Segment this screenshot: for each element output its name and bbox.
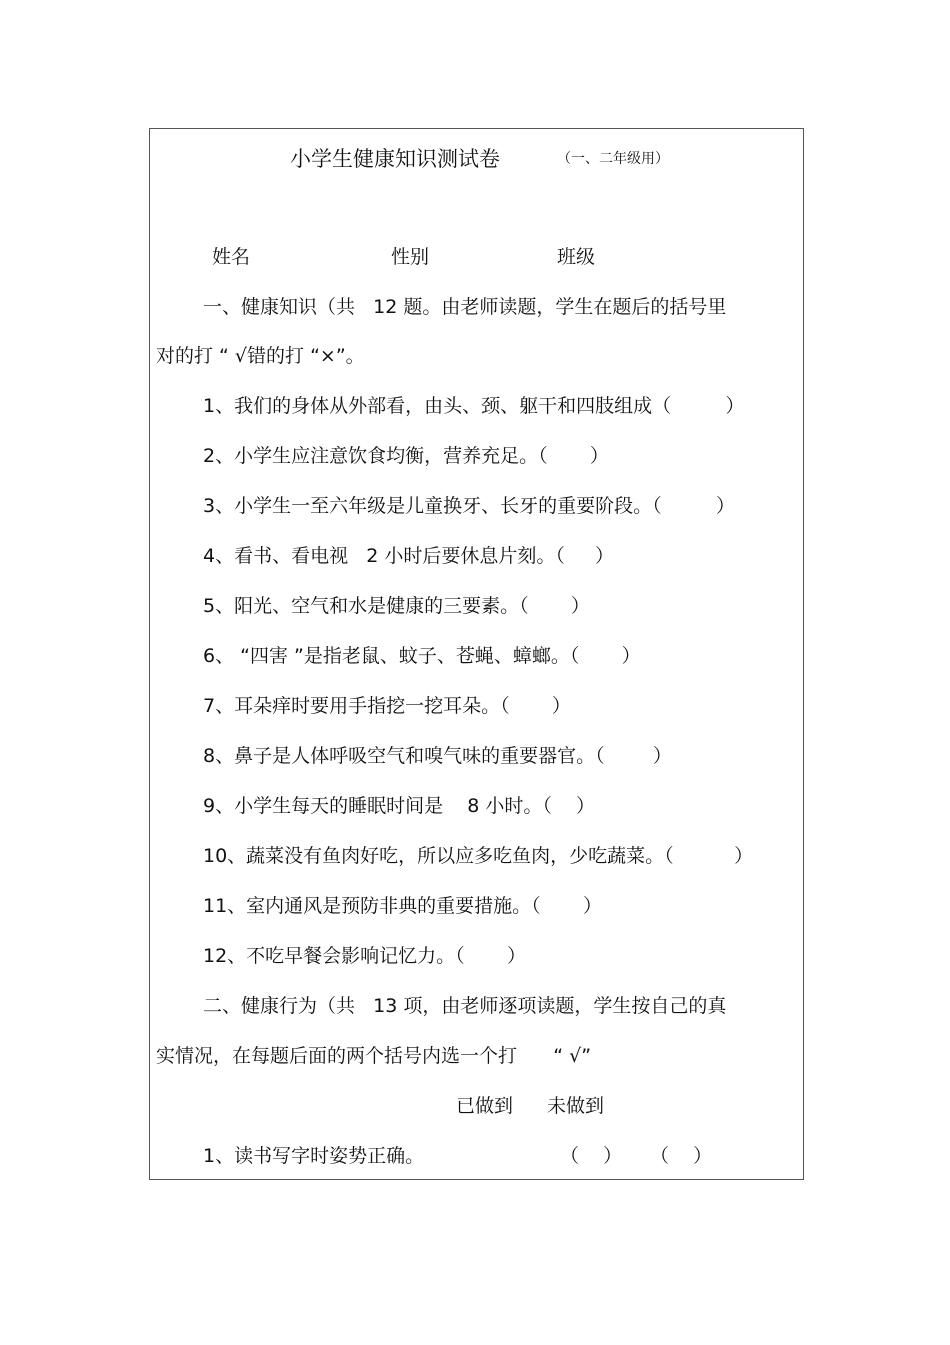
section1-heading: 一、健康知识（共 12 题。由老师读题，学生在题后的括号里 [203, 296, 727, 318]
section2-instruction: 实情况，在每题后面的两个括号内选一个打 “ √” [156, 1045, 592, 1067]
answer-box-done[interactable]: （ ） [560, 1145, 623, 1167]
question-item: 8、鼻子是人体呼吸空气和嗅气味的重要器官。（ ） [203, 745, 672, 767]
column-not-done: 未做到 [547, 1095, 605, 1117]
grade-note: （一、二年级用） [557, 151, 669, 167]
page-title: 小学生健康知识测试卷 [290, 147, 500, 171]
question-item: 6、 “四害 ”是指老鼠、蚊子、苍蝇、蟑螂。（ ） [203, 645, 641, 667]
column-done: 已做到 [456, 1095, 514, 1117]
question-item: 12、不吃早餐会影响记忆力。（ ） [203, 945, 526, 967]
question-item: 3、小学生一至六年级是儿童换牙、长牙的重要阶段。（ ） [203, 495, 735, 517]
question-item: 11、室内通风是预防非典的重要措施。（ ） [203, 895, 602, 917]
question-item: 5、阳光、空气和水是健康的三要素。（ ） [203, 595, 590, 617]
question-item: 1、我们的身体从外部看，由头、颈、躯干和四肢组成（ ） [203, 395, 745, 417]
section1-instruction: 对的打 “ √错的打 “×”。 [156, 345, 365, 367]
behavior-item: 1、读书写字时姿势正确。 [203, 1145, 425, 1167]
question-item: 2、小学生应注意饮食均衡，营养充足。（ ） [203, 445, 609, 467]
gender-label: 性别 [391, 246, 430, 268]
question-item: 10、蔬菜没有鱼肉好吃，所以应多吃鱼肉，少吃蔬菜。（ ） [203, 845, 754, 867]
name-label: 姓名 [212, 246, 251, 268]
section2-heading: 二、健康行为（共 13 项，由老师逐项读题，学生按自己的真 [203, 995, 727, 1017]
answer-box-not-done[interactable]: （ ） [650, 1145, 713, 1167]
class-label: 班级 [557, 246, 596, 268]
question-item: 7、耳朵痒时要用手指挖一挖耳朵。（ ） [203, 695, 571, 717]
question-item: 9、小学生每天的睡眠时间是 8 小时。（ ） [203, 795, 596, 817]
question-item: 4、看书、看电视 2 小时后要休息片刻。（ ） [203, 545, 615, 567]
